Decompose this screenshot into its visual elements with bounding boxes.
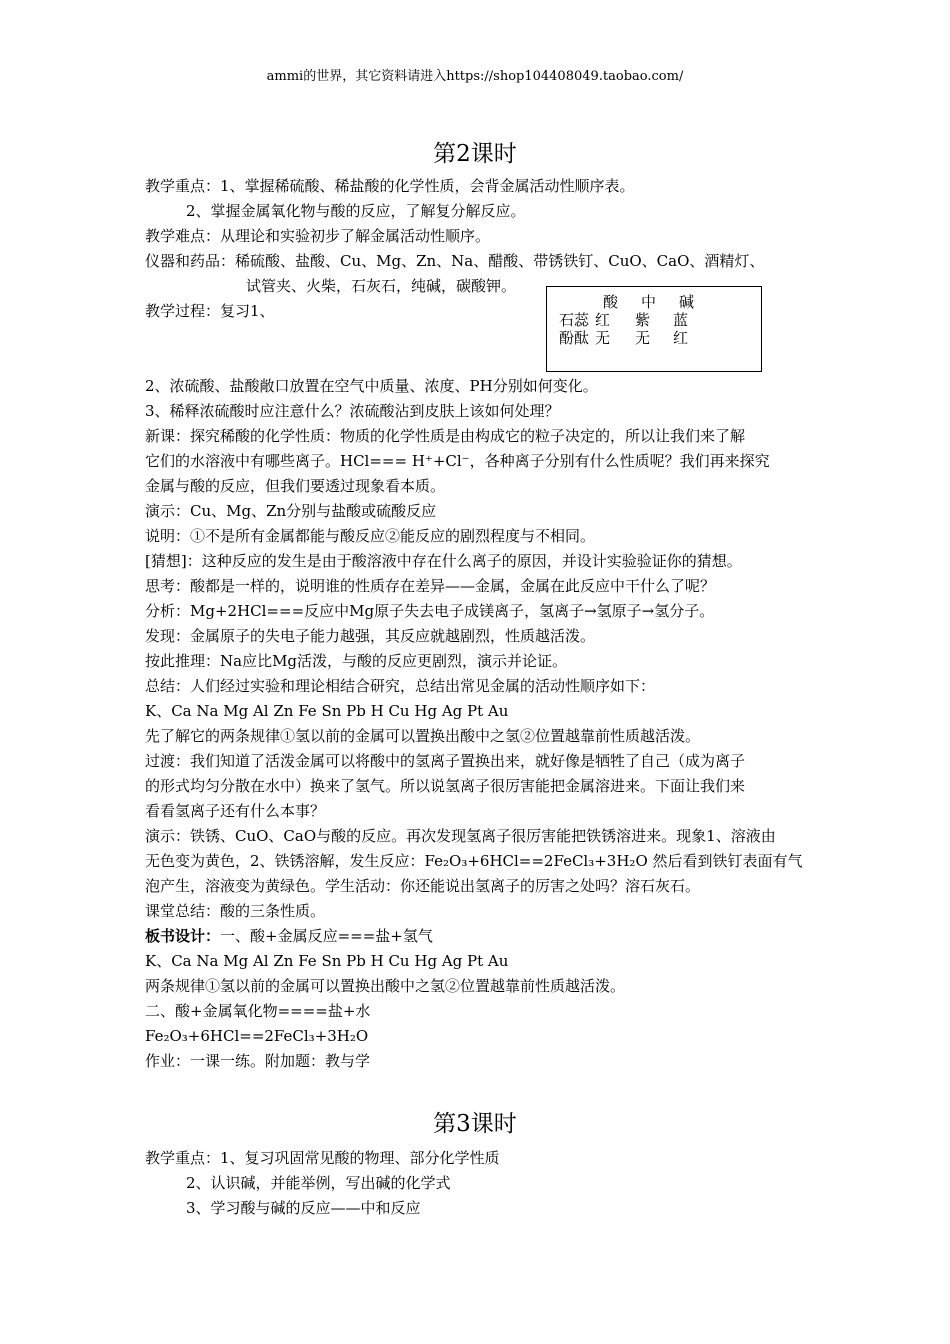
text-line: 思考：酸都是一样的，说明谁的性质存在差异——金属，金属在此反应中干什么了呢？ (145, 577, 716, 595)
lesson3-title: 第3课时 (433, 1111, 517, 1137)
text-line: 演示：Cu、Mg、Zn分别与盐酸或硫酸反应 (145, 502, 437, 520)
text-line: 2、掌握金属氧化物与酸的反应，了解复分解反应。 (186, 202, 526, 220)
text-line: [猜想]：这种反应的发生是由于酸溶液中存在什么离子的原因，并设计实验验证你的猜想。 (145, 552, 742, 570)
header-acid: 酸 (603, 293, 619, 311)
text-line: 分析：Mg+2HCl===反应中Mg原子失去电子成镁离子，氢离子→氢原子→氢分子。 (145, 602, 715, 620)
indicator-value: 红 (673, 329, 689, 347)
text-line: 3、稀释浓硫酸时应注意什么？浓硫酸沾到皮肤上该如何处理？ (145, 402, 560, 420)
text-line: 2、浓硫酸、盐酸敞口放置在空气中质量、浓度、PH分别如何变化。 (145, 377, 598, 395)
text-line: 教学重点：1、复习巩固常见酸的物理、部分化学性质 (145, 1149, 500, 1167)
page-header-watermark: ammi的世界，其它资料请进入https://shop104408049.taobao.com/ (266, 69, 684, 84)
indicator-name: 石蕊 (559, 311, 590, 329)
text-line: 新课：探究稀酸的化学性质：物质的化学性质是由构成它的粒子决定的，所以让我们来了解 (145, 427, 746, 445)
text-line: 教学难点：从理论和实验初步了解金属活动性顺序。 (145, 227, 491, 245)
text-line: 教学重点：1、掌握稀硫酸、稀盐酸的化学性质，会背金属活动性顺序表。 (145, 177, 635, 195)
indicator-value: 蓝 (673, 311, 689, 329)
text-line: 泡产生，溶液变为黄绿色。学生活动：你还能说出氢离子的厉害之处吗？溶石灰石。 (145, 877, 701, 895)
text-line: 过渡：我们知道了活泼金属可以将酸中的氢离子置换出来，就好像是牺牲了自己（成为离子 (145, 752, 746, 770)
text-line: 的形式均匀分散在水中）换来了氢气。所以说氢离子很厉害能把金属溶进来。下面让我们来 (145, 777, 746, 795)
text-line: 课堂总结：酸的三条性质。 (145, 902, 326, 920)
text-line: 看看氢离子还有什么本事？ (145, 802, 326, 820)
indicator-name: 酚酞 (559, 329, 590, 347)
text-line: Fe₂O₃+6HCl==2FeCl₃+3H₂O (145, 1027, 369, 1045)
text-line: 总结：人们经过实验和理论相结合研究，总结出常见金属的活动性顺序如下： (145, 677, 656, 695)
metal-activity-series: K、Ca Na Mg Al Zn Fe Sn Pb H Cu Hg Ag Pt Au (145, 952, 509, 970)
text-line: 3、学习酸与碱的反应——中和反应 (186, 1199, 421, 1217)
indicator-value: 无 (635, 329, 651, 347)
text-line: 按此推理：Na应比Mg活泼，与酸的反应更剧烈，演示并论证。 (145, 652, 568, 670)
text-line: 先了解它的两条规律①氢以前的金属可以置换出酸中之氢②位置越靠前性质越活泼。 (145, 727, 701, 745)
text-line: 教学过程：复习1、 (145, 302, 275, 320)
board-design-label: 板书设计： (145, 927, 221, 945)
text-line: 说明：①不是所有金属都能与酸反应②能反应的剧烈程度与不相同。 (145, 527, 596, 545)
text-line: 作业：一课一练。附加题：教与学 (145, 1052, 371, 1070)
metal-activity-series: K、Ca Na Mg Al Zn Fe Sn Pb H Cu Hg Ag Pt Au (145, 702, 509, 720)
text-line: 2、认识碱，并能举例，写出碱的化学式 (186, 1174, 451, 1192)
text-line: 仪器和药品：稀硫酸、盐酸、Cu、Mg、Zn、Na、醋酸、带锈铁钉、CuO、CaO、酒精灯、 (145, 252, 765, 270)
text-line: 两条规律①氢以前的金属可以置换出酸中之氢②位置越靠前性质越活泼。 (145, 977, 626, 995)
indicator-value: 红 (595, 311, 611, 329)
text-line: 试管夹、火柴，石灰石，纯碱，碳酸钾。 (246, 277, 517, 295)
header-base: 碱 (679, 293, 695, 311)
header-neutral: 中 (641, 293, 657, 311)
text-line: 二、酸+金属氧化物====盐+水 (145, 1002, 371, 1020)
text-line: 演示：铁锈、CuO、CaO与酸的反应。再次发现氢离子很厉害能把铁锈溶进来。现象1、溶液由 (145, 827, 776, 845)
indicator-header-row (559, 291, 749, 311)
indicator-value: 无 (595, 329, 611, 347)
text-line: 金属与酸的反应，但我们要透过现象看本质。 (145, 477, 446, 495)
indicator-row-phenolphthalein (559, 327, 749, 347)
text-line: 它们的水溶液中有哪些离子。HCl=== H⁺+Cl⁻，各种离子分别有什么性质呢？我们再来探究 (145, 452, 770, 470)
text-line: 发现：金属原子的失电子能力越强，其反应就越剧烈，性质越活泼。 (145, 627, 596, 645)
indicator-value: 紫 (635, 311, 651, 329)
board-design-text: 一、酸+金属反应===盐+氢气 (220, 927, 433, 945)
indicator-row-litmus (559, 309, 749, 329)
lesson2-title: 第2课时 (433, 141, 517, 167)
indicator-table (546, 286, 762, 372)
text-line: 无色变为黄色，2、铁锈溶解，发生反应：Fe₂O₃+6HCl==2FeCl₃+3H₂O 然后看到铁钉表面有气 (145, 852, 803, 870)
board-design-line (145, 926, 433, 946)
